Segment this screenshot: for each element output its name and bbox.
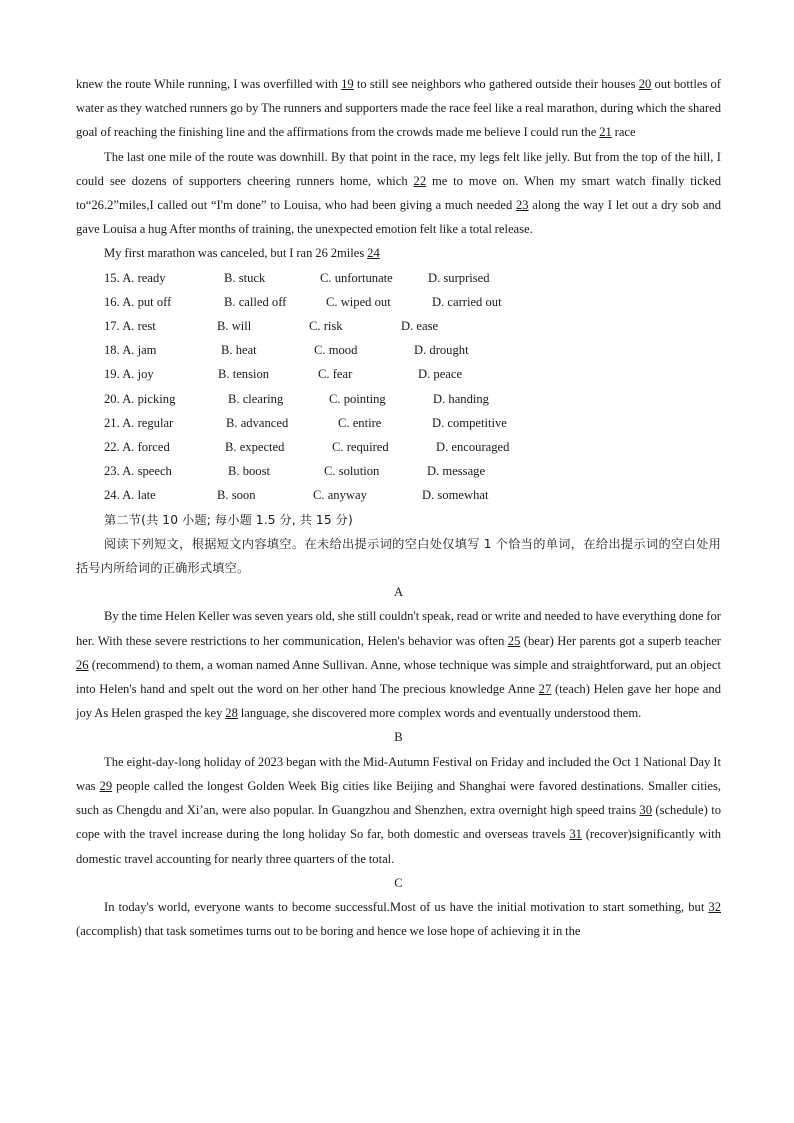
blank-27: 27 [538, 682, 552, 697]
option-b: B. heat [221, 343, 257, 358]
option-c: C. mood [314, 343, 358, 358]
option-d: D. peace [418, 367, 463, 382]
text-run: race [611, 125, 636, 140]
option-b: B. boost [228, 464, 270, 479]
option-c: C. risk [309, 319, 343, 334]
option-a: 23. A. speech [104, 464, 172, 479]
option-c: C. pointing [329, 391, 386, 406]
option-row-19 [104, 362, 721, 386]
option-row-23 [104, 459, 721, 483]
option-row-21 [104, 411, 721, 435]
option-a: 20. A. picking [104, 391, 176, 406]
option-row-17 [104, 314, 721, 338]
text-run: (schedule) to cope with the travel increase during the long holiday So far, both domestic and overseas travels [76, 803, 721, 842]
option-c: C. required [332, 440, 389, 455]
blank-20: 20 [638, 77, 652, 91]
text-run: By the time Helen Keller was seven years old, she still couldn't speak, read or write and needed to have everything done for her. With these severe restrictions to her communication, Helen's behavior was often [76, 609, 721, 648]
passage-label-a: A [393, 585, 404, 600]
passage-paragraph-2 [76, 145, 721, 242]
option-c: C. solution [324, 464, 380, 479]
passage-paragraph-3 [76, 241, 721, 265]
option-d: D. somewhat [422, 488, 489, 503]
text-run: (recover)significantly with domestic travel accounting for nearly three quarters of the total. [76, 827, 721, 866]
text-run: (accomplish) that task sometimes turns out to be boring and hence we lose hope of achieving it in the [76, 924, 581, 939]
option-row-22 [104, 435, 721, 459]
option-d: D. surprised [428, 270, 490, 285]
passage-c [76, 895, 721, 943]
text-run: language, she discovered more complex words and eventually understood them. [237, 706, 642, 721]
passage-label-b: B [394, 730, 403, 745]
section-instruction: 阅读下列短文，根据短文内容填空。在未给出提示词的空白处仅填写 1 个恰当的单词，在给出提示词的空白处用括号内所给词的正确形式填空。 [76, 536, 721, 576]
option-d: D. ease [401, 319, 439, 334]
option-a: 15. A. ready [104, 270, 166, 285]
option-row-24 [104, 483, 721, 507]
text-run: In today's world, everyone wants to become successful.Most of us have the initial motivation to start something, but [104, 899, 709, 914]
blank-23: 23 [516, 198, 529, 213]
blank-30: 30 [639, 803, 652, 818]
blank-31: 31 [569, 827, 582, 842]
option-a: 21. A. regular [104, 415, 174, 430]
option-c: C. fear [318, 367, 353, 382]
option-b: B. will [217, 319, 252, 334]
option-row-20 [104, 387, 721, 411]
option-b: B. advanced [226, 415, 289, 430]
blank-28: 28 [225, 706, 238, 721]
option-row-16 [104, 290, 721, 314]
text-run: (recommend) to them, a woman named Anne Sullivan. Anne, whose technique was simple and straightforward, put an object into Helen's hand and spelt out the word on her other hand The precious knowledge Anne [76, 657, 721, 697]
option-d: D. message [427, 464, 486, 479]
option-c: C. unfortunate [320, 270, 393, 285]
passage-b [76, 750, 721, 871]
option-a: 17. A. rest [104, 319, 156, 334]
option-d: D. drought [414, 343, 469, 358]
blank-29: 29 [99, 778, 113, 793]
text-run: The eight-day-long holiday of 2023 began with the Mid-Autumn Festival on Friday and included the Oct 1 National Day It was [76, 754, 721, 793]
blank-32: 32 [708, 899, 721, 914]
text-run: (bear) Her parents got a superb teacher [520, 633, 721, 648]
blank-19: 19 [341, 77, 354, 91]
blank-24: 24 [367, 246, 380, 261]
option-d: D. carried out [432, 294, 502, 309]
text-run: to still see neighbors who gathered outside their houses [353, 77, 639, 91]
passage-label-c: C [394, 875, 403, 890]
option-b: B. soon [217, 488, 256, 503]
option-c: C. anyway [313, 488, 367, 503]
option-b: B. clearing [228, 391, 284, 406]
text-run: me to move on. When my smart watch finally ticked to“26.2”miles,I called out “I'm done” to Louisa, who had been giving a much needed [76, 173, 721, 213]
option-a: 24. A. late [104, 488, 156, 503]
text-run: people called the longest Golden Week Big cities like Beijing and Shanghai were favored destinations. Smaller cities, such as Chengdu and Xi’an, were also popular. In Guangzhou and Shenzhen, extra overnight high speed trains [76, 778, 721, 818]
text-run: out bottles of water as they watched runners go by The runners and supporters made the race feel like a real marathon, during which the shared goal of reaching the finishing line and the affirmations from the crowds made me believe I could run the [76, 77, 721, 140]
option-d: D. handing [433, 391, 489, 406]
section-header: 第二节(共 10 小题; 每小题 1.5 分, 共 15 分) [104, 512, 353, 527]
option-row-18 [104, 338, 721, 362]
blank-25: 25 [507, 633, 521, 648]
text-run: (teach) Helen gave her hope and joy As Helen grasped the key [76, 682, 721, 721]
option-a: 16. A. put off [104, 294, 172, 309]
text-run: The last one mile of the route was downhill. By that point in the race, my legs felt like jelly. But from the top of the hill, I could see dozens of supporters cheering runners home, which [76, 149, 721, 188]
text-run: along the way I let out a dry sob and gave Louisa a hug After months of training, the unexpected emotion felt like a total release. [76, 198, 722, 237]
passage-a [76, 604, 721, 725]
option-a: 22. A. forced [104, 440, 170, 455]
blank-21: 21 [599, 125, 612, 140]
option-c: C. wiped out [326, 294, 391, 309]
passage-paragraph-1 [76, 72, 721, 145]
blank-22: 22 [413, 173, 427, 188]
option-b: B. tension [218, 367, 270, 382]
document-page [76, 72, 721, 943]
option-c: C. entire [338, 415, 382, 430]
text-run: My first marathon was canceled, but I ran 26 2miles [104, 246, 368, 261]
option-b: B. expected [225, 440, 285, 455]
blank-26: 26 [76, 657, 89, 672]
option-d: D. competitive [432, 415, 507, 430]
options-list [76, 266, 721, 508]
option-row-15 [104, 266, 721, 290]
option-b: B. stuck [224, 270, 266, 285]
option-a: 18. A. jam [104, 343, 157, 358]
text-run: knew the route While running, I was overfilled with [76, 77, 342, 91]
option-a: 19. A. joy [104, 367, 154, 382]
option-b: B. called off [224, 294, 287, 309]
option-d: D. encouraged [436, 440, 510, 455]
